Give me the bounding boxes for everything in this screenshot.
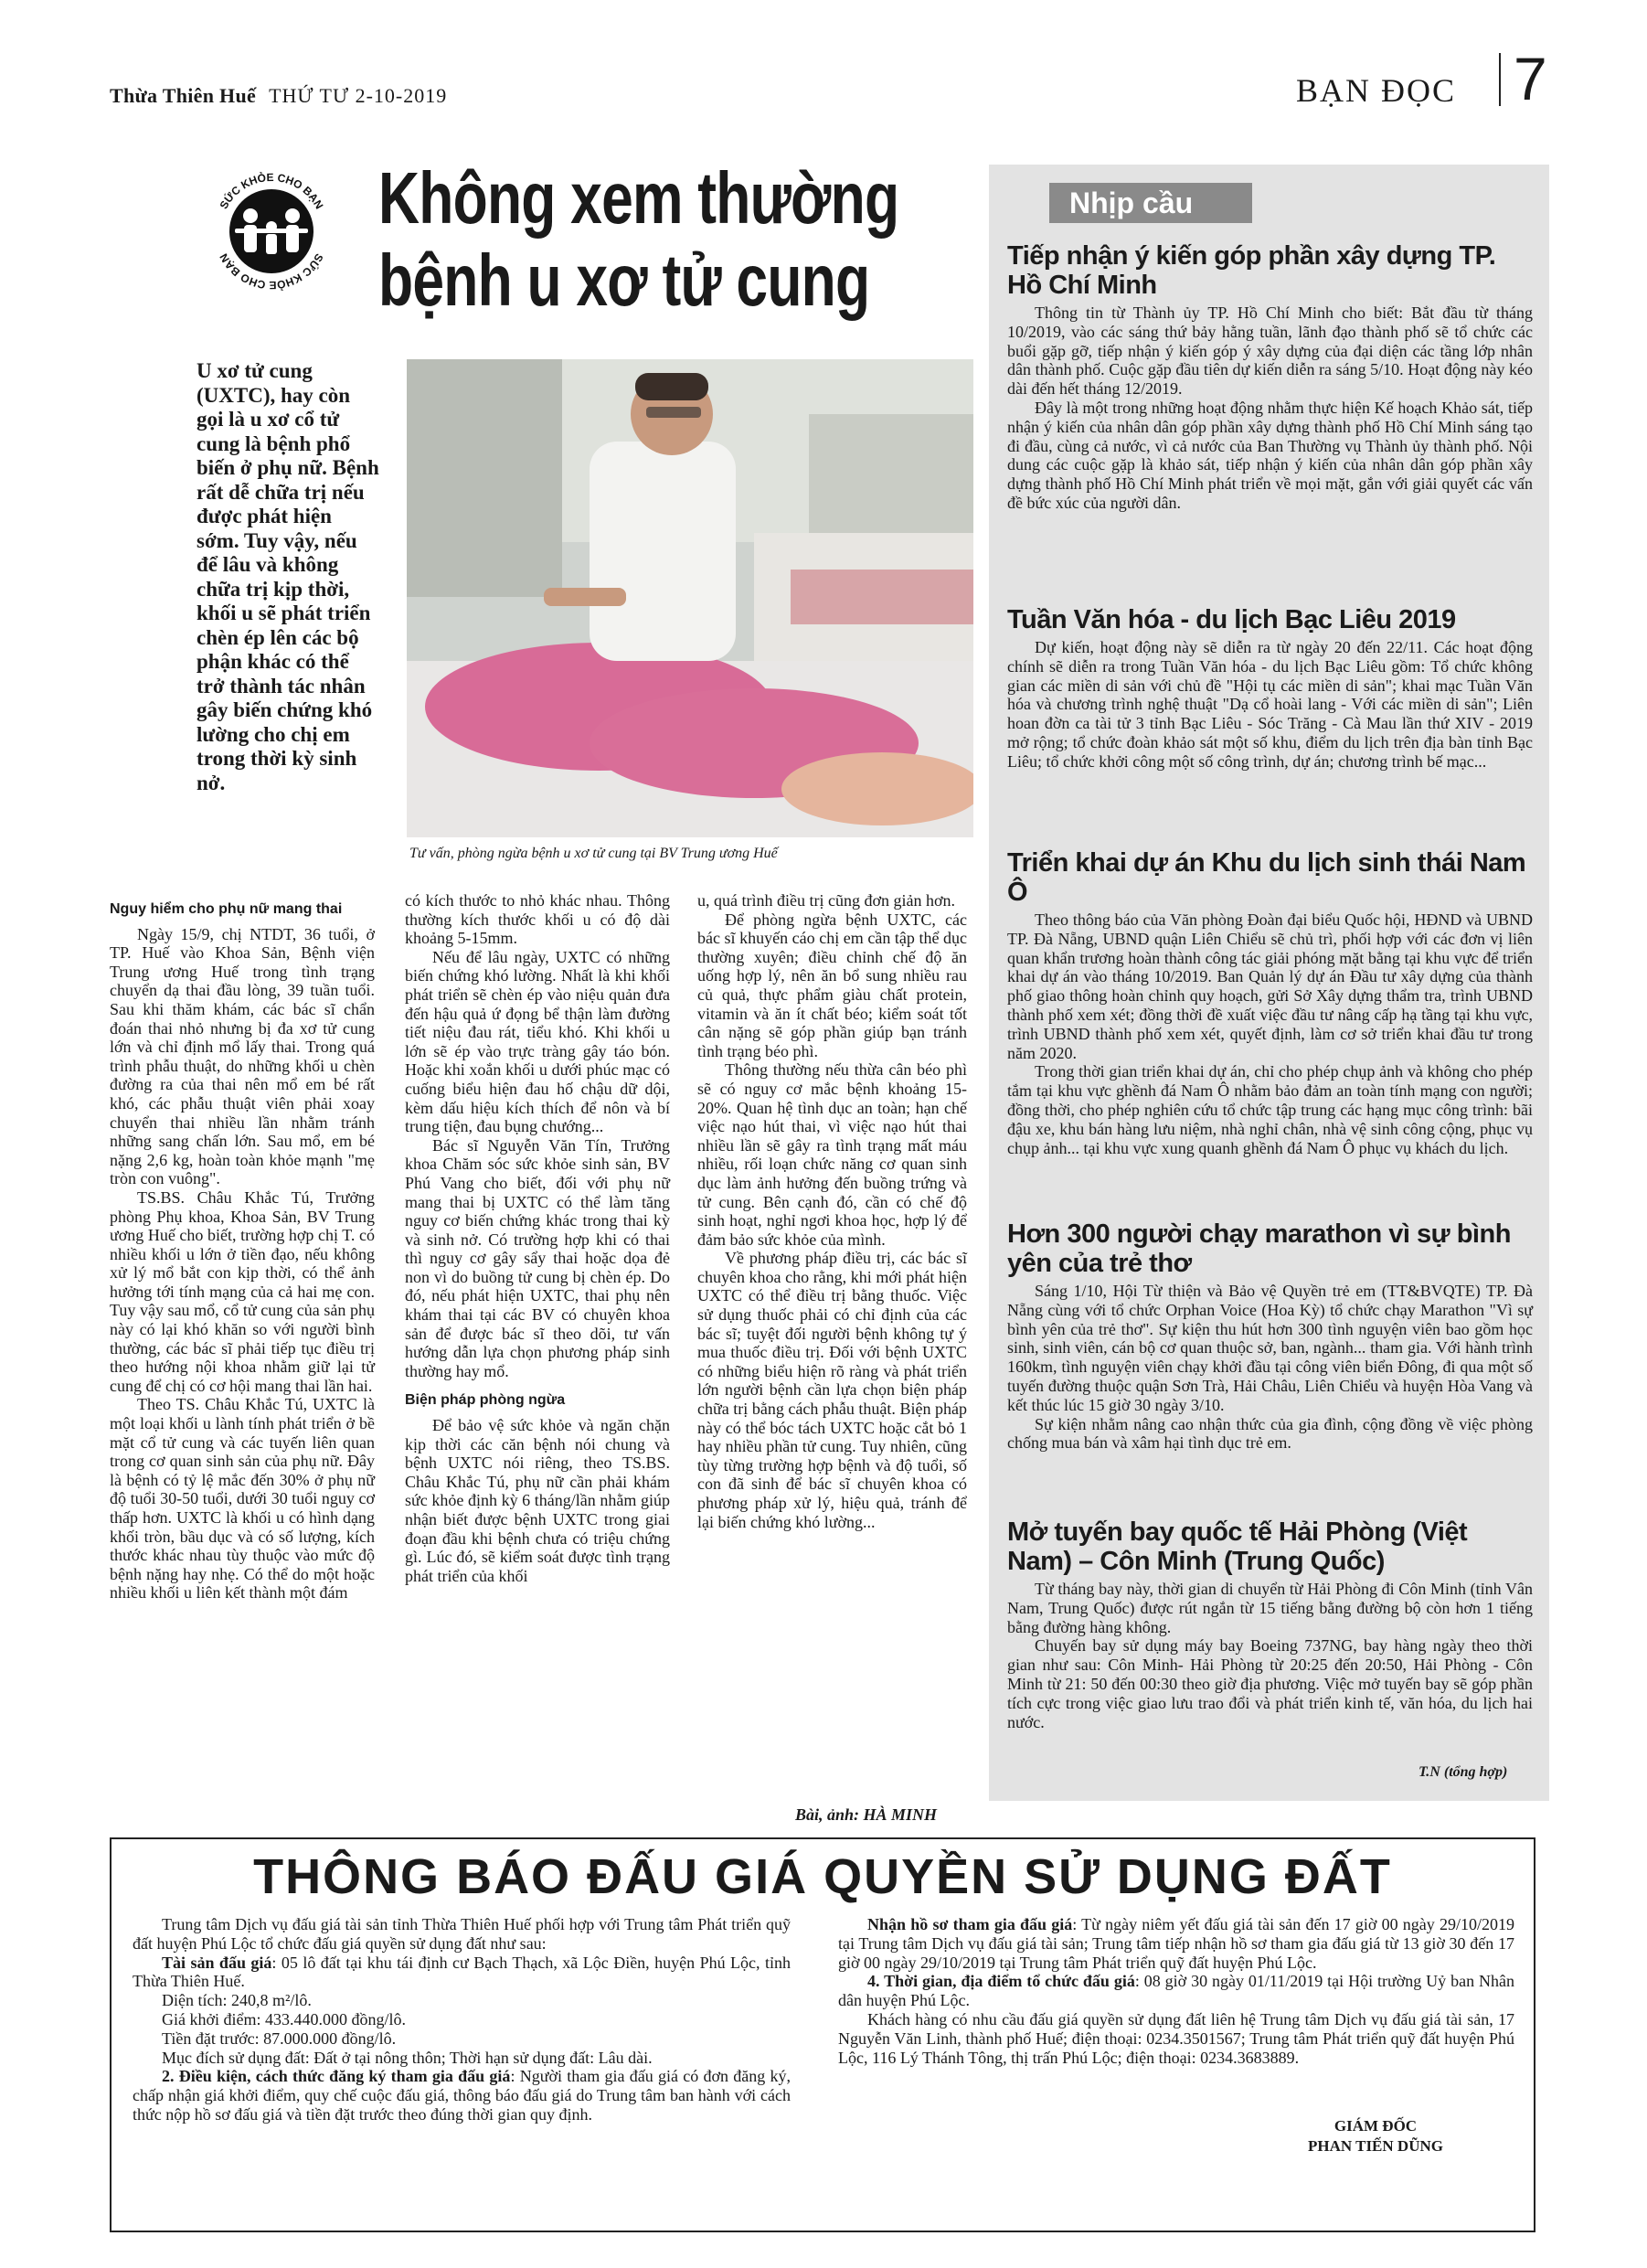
paragraph: Bác sĩ Nguyễn Văn Tín, Trưởng khoa Chăm sóc sức khỏe sinh sản, BV Phú Vang cho biết, đối với phụ nữ mang thai bị UXTC có thể làm tăng nguy cơ biến chứng khác trong thai kỳ và sinh nở. Có trường hợp khi có thai thì nguy cơ gây sẩy thai hoặc dọa đẻ non vì do buồng tử cung bị chèn ép. Do đó, nếu phát hiện UXTC, thai phụ nên khám thai tại các BV có chuyên khoa sản để được bác sĩ theo dõi, tư vấn hướng dẫn lựa chọn phương pháp sinh thường hay mổ.: [405, 1135, 670, 1380]
article-headline: [378, 157, 984, 322]
sidebar-item: [1007, 241, 1533, 513]
auction-column-2: [838, 1915, 1514, 2067]
paragraph: Để phòng ngừa bệnh UXTC, các bác sĩ khuyến cáo chị em cần tập thể dục thường xuyên; điều chỉnh chế độ ăn uống hợp lý, nên ăn bổ sung nhiều rau củ quả, thực phẩm giàu chất protein, vitamin và ăn ít chất béo; kiểm soát tốt cân nặng sẽ góp phần giúp bạn tránh tình trạng béo phì.: [697, 910, 967, 1060]
article-photo: [407, 359, 973, 837]
sidebar-signature-text: T.N (tổng hợp): [1419, 1764, 1508, 1780]
subheading: Nguy hiểm cho phụ nữ mang thai: [110, 901, 343, 917]
auction-item-3: [838, 1915, 1514, 1972]
auction-intro: Trung tâm Dịch vụ đấu giá tài sản tỉnh Thừa Thiên Huế phối hợp với Trung tâm Phát triển quỹ đất huyện Phú Lộc tổ chức đấu giá quyền sử dụng đất như sau:: [133, 1915, 791, 1953]
sidebar-item-title: Triển khai dự án Khu du lịch sinh thái Nam Ô: [1007, 848, 1526, 907]
section-name: BẠN ĐỌC: [1296, 72, 1457, 109]
auction-signature: [1252, 2116, 1499, 2156]
paragraph: Dự kiến, hoạt động này sẽ diễn ra từ ngày 20 đến 22/11. Các hoạt động chính sẽ diễn ra trong Tuần Văn hóa - du lịch Bạc Liêu gồm: Tổ chức không gian các miền di sản với chủ đề "Hội tụ các miền di sản"; khai mạc Tuần Văn hóa và chương trình nghệ thuật "Dạ cổ hoài lang - Với các miền di sản"; Liên hoan đờn ca tài tử 3 tỉnh Bạc Liêu - Sóc Trăng - Cà Mau lần thứ XIV - 2019 mở rộng; tổ chức đoàn khảo sát một số khu, điểm du lịch trên địa bàn tỉnh Bạc Liêu; tổ chức khởi công một số công trình, dự án; chương trình bế mạc...: [1007, 638, 1533, 771]
sidebar-item-title: Mở tuyến bay quốc tế Hải Phòng (Việt Nam) – Côn Minh (Trung Quốc): [1007, 1517, 1468, 1576]
sidebar-item: [1007, 1219, 1533, 1453]
sidebar-tab: Nhịp cầu: [1049, 183, 1252, 223]
sidebar-item: [1007, 848, 1533, 1157]
paragraph: Sáng 1/10, Hội Từ thiện và Bảo vệ Quyền trẻ em (TT&BVQTE) TP. Đà Nẵng cùng với tổ chức Orphan Voice (Hoa Kỳ) tổ chức chạy Marathon "Vì sự bình yên của trẻ thơ". Sự kiện thu hút hơn 300 tình nguyện viên bao gồm học sinh, sinh viên, cán bộ cơ quan thuộc sở, ban, ngành... tham gia. Với hành trình 160km, tình nguyện viên chạy khởi đầu tại công viên biển Đông, đi qua một số tuyến đường thuộc quận Sơn Trà, Hải Châu, Liên Chiểu và huyện Hòa Vang và kết thúc lúc 15 giờ 30 ngày 3/10.: [1007, 1282, 1533, 1414]
subheading: Biện pháp phòng ngừa: [405, 1392, 566, 1409]
page-number: 7: [1514, 45, 1547, 112]
photo-caption: Tư vấn, phòng ngừa bệnh u xơ tử cung tại BV Trung ương Huế: [409, 846, 778, 861]
auction-contact: Khách hàng có nhu cầu đấu giá quyền sử dụng đất liên hệ Trung tâm Dịch vụ đấu giá tài sản, 17 Nguyễn Văn Linh, thành phố Huế; điện thoại: 0234.3501567; Trung tâm Phát triển quỹ đất huyện Phú Lộc, 116 Lý Thánh Tông, thị trấn Phú Lộc; điện thoại: 0234.3683889.: [838, 2009, 1514, 2067]
paragraph: Ngày 15/9, chị NTDT, 36 tuổi, ở TP. Huế vào Khoa Sản, Bệnh viện Trung ương Huế trong tình trạng chuyển dạ thai đầu lòng, 39 tuần tuổi. Sau khi thăm khám, các bác sĩ chẩn đoán thai nhỏ nhưng bị đa xơ tử cung lớn và chỉ định mổ lấy thai. Trong quá trình phẫu thuật, do những khối u chèn đường ra của thai nên mổ em bé rất khó, các phẫu thuật viên phải xoay chuyển thai nhiều lần nhằm tránh những sang chấn lớn. Sau mổ, em bé nặng 2,6 kg, hoàn toàn khỏe mạnh "mẹ tròn con vuông".: [110, 924, 375, 1188]
doctor-consultation-photo: [407, 359, 973, 837]
article-byline: Bài, ảnh: HÀ MINH: [795, 1805, 938, 1824]
sidebar-item-title: Tiếp nhận ý kiến góp phần xây dựng TP. Hồ Chí Minh: [1007, 241, 1496, 300]
paragraph: TS.BS. Châu Khắc Tú, Trưởng phòng Phụ khoa, Khoa Sản, BV Trung ương Huế cho biết, trường hợp chị T. có nhiều khối u lớn ở tiền đạo, nếu không xử lý mổ bắt con kịp thời, có thể ảnh hưởng tới tính mạng của cả hai mẹ con. Tuy vậy sau mổ, cổ tử cung của sản phụ này có lại khó khăn so với người bình thường, các bác sĩ phải tiếp tục điều trị theo hướng nội khoa nhằm giữ lại tử cung để chị có cơ hội mang thai lần hai.: [110, 1187, 375, 1395]
publication-name: Thừa Thiên Huế: [110, 84, 257, 107]
auction-item-4-label: 4. Thời gian, địa điểm tổ chức đấu giá: [867, 1972, 1135, 1991]
masthead: [110, 84, 447, 108]
paragraph: Để bảo vệ sức khỏe và ngăn chặn kịp thời các căn bệnh nói chung và bệnh UXTC nói riêng, theo TS.BS. Châu Khắc Tú, phụ nữ cần phải khám sức khỏe định kỳ 6 tháng/lần nhằm giúp nhận biết được bệnh UXTC trong giai đoạn đầu khi bệnh chưa có triệu chứng gì. Lúc đó, sẽ kiểm soát được tình trạng phát triển của khối: [405, 1416, 670, 1585]
auction-item-1-text: : 05 lô đất tại khu tái định cư Bạch Thạch, xã Lộc Điền, huyện Phú Lộc, tỉnh Thừa Thiên Huế.: [133, 1953, 791, 1991]
auction-purpose: Mục đích sử dụng đất: Đất ở tại nông thôn; Thời hạn sử dụng đất: Lâu dài.: [162, 2048, 653, 2067]
article-column-3: [697, 891, 967, 1531]
auction-deposit: Tiền đặt trước: 87.000.000 đồng/lô.: [162, 2028, 397, 2048]
paragraph: Chuyến bay sử dụng máy bay Boeing 737NG, bay hàng ngày theo thời gian như sau: Côn Minh- Hải Phòng từ 20:25 đến 20:50, Hải Phòng - Côn Minh từ 21: 50 đến 00:30 theo giờ địa phương. Việc mở tuyến bay sẽ góp phần tích cực trong việc giao lưu trao đổi và phát triển kinh tế, văn hóa, du lịch hai nước.: [1007, 1636, 1533, 1731]
auction-item-4-text: : 08 giờ 30 ngày 01/11/2019 tại Hội trường Uỷ ban Nhân dân huyện Phú Lộc.: [838, 1972, 1514, 2010]
auction-item-4: [838, 1972, 1514, 2010]
paragraph: Trong thời gian triển khai dự án, chỉ cho phép chụp ảnh và không cho phép tắm tại khu vực ghềnh đá Nam Ô nhằm bảo đảm an toàn tính mạng con người; đồng thời, cho phép nghiên cứu tổ chức tập trung các hạng mục công trình: bãi đậu xe, khu bán hàng lưu niệm, nhà nghỉ chân, nhà vệ sinh công cộng, phục vụ chụp ảnh... tại khu vực xung quanh ghềnh đá Nam Ô phục vụ khách du lịch.: [1007, 1062, 1533, 1157]
auction-area: Diện tích: 240,8 m²/lô.: [162, 1991, 312, 2010]
paragraph: có kích thước to nhỏ khác nhau. Thông thường kích thước khối u có độ dài khoảng 5-15mm.: [405, 891, 670, 948]
headline-line-2: bệnh u xơ tử cung: [378, 240, 870, 321]
auction-item-3-text: : Từ ngày niêm yết đấu giá tài sản đến 17 giờ 00 ngày 29/10/2019 tại Trung tâm Dịch vụ đấu giá tài sản; Trung tâm tiếp nhận hồ sơ tham gia đấu giá từ 13 giờ 30 đến 17 giờ 00 ngày 29/10/2019 tại Trung tâm Phát triển quỹ đất huyện Phú Lộc.: [838, 1915, 1514, 1972]
auction-item-2-text: : Người tham gia đấu giá có đơn đăng ký, chấp nhận giá khởi điểm, quy chế cuộc đấu giá, thông báo đấu giá do Trung tâm ban hành với cách thức nộp hồ sơ đấu giá và tiền đặt trước theo đúng thời gian quy định.: [133, 2067, 791, 2124]
paragraph: Từ tháng bay này, thời gian di chuyển từ Hải Phòng đi Côn Minh (tỉnh Vân Nam, Trung Quốc) được rút ngắn từ 15 tiếng bằng đường bộ còn hơn 1 tiếng bằng đường hàng không.: [1007, 1580, 1533, 1636]
header-divider: [1499, 53, 1501, 106]
auction-item-1-label: Tài sản đấu giá: [162, 1953, 272, 1972]
logo-text-bottom: SỨC KHỎE CHO BẠN: [217, 251, 326, 293]
logo-text-top: SỨC KHỎE CHO BẠN: [217, 170, 326, 211]
auction-title: THÔNG BÁO ĐẤU GIÁ QUYỀN SỬ DỤNG ĐẤT: [253, 1849, 1392, 1904]
auction-item-1: [133, 1954, 791, 1992]
signature-name: PHAN TIẾN DŨNG: [1308, 2137, 1443, 2155]
headline-line-1: Không xem thường: [378, 157, 899, 239]
sidebar-item-title: Hơn 300 người chạy marathon vì sự bình yên của trẻ thơ: [1007, 1219, 1511, 1278]
auction-item-3-label: Nhận hồ sơ tham gia đấu giá: [867, 1915, 1073, 1933]
paragraph: Nếu để lâu ngày, UXTC có những biến chứng khó lường. Nhất là khi khối phát triển sẽ chèn ép vào niệu quản đưa đến hậu quả ứ đọng bể thận làm đường tiết niệu đau rát, tiểu khó. Khi khối u lớn sẽ ép vào trực tràng gây táo bón. Hoặc khi xoắn khối u dưới phúc mạc có cuống biểu hiện đau hố chậu dữ dội, kèm dấu hiệu kích thích để nôn và bí trung tiện, đau bụng chướng...: [405, 947, 670, 1136]
sidebar-item: [1007, 605, 1533, 772]
paragraph: u, quá trình điều trị cũng đơn giản hơn.: [697, 891, 955, 910]
auction-item-2: [133, 2067, 791, 2124]
sidebar-signature: [1419, 1764, 1507, 1781]
issue-date: THỨ TƯ 2-10-2019: [269, 84, 448, 107]
paragraph: Về phương pháp điều trị, các bác sĩ chuyên khoa cho rằng, khi mới phát hiện UXTC có thể điều trị bằng thuốc. Việc sử dụng thuốc phải có chỉ định của các bác sĩ; tuyệt đối người bệnh không tự ý mua thuốc điều trị. Đối với bệnh UXTC có những biểu hiện rõ ràng và phát triển lớn người bệnh cần lựa chọn biện pháp chữa trị bằng cách phẫu thuật. Biện pháp này có thể bóc tách UXTC hoặc cắt bỏ 1 hay nhiều phần tử cung. Tuy nhiên, cũng tùy từng trường hợp bệnh và độ tuổi, số con đã sinh để bác sĩ chuyên khoa có phương pháp xử lý, hiệu quả, tránh để lại biến chứng khó lường...: [697, 1249, 967, 1531]
paragraph: Đây là một trong những hoạt động nhằm thực hiện Kế hoạch Khảo sát, tiếp nhận ý kiến của nhân dân góp phần xây dựng thành phố Hồ Chí Minh sáng tạo đi đầu, cùng cả nước, vì cả nước của Ban Thường vụ Thành ủy thành phố. Nội dung các cuộc gặp là khảo sát, tiếp nhận ý kiến của nhân dân góp phần xây dựng thành phố Hồ Chí Minh phát triển về mọi mặt, gắn với giải quyết các vấn đề bức xúc của người dân.: [1007, 398, 1533, 512]
paragraph: Sự kiện nhằm nâng cao nhận thức của gia đình, cộng đồng về việc phòng chống mua bán và xâm hại tình dục trẻ em.: [1007, 1414, 1533, 1453]
paragraph: Theo thông báo của Văn phòng Đoàn đại biểu Quốc hội, HĐND và UBND TP. Đà Nẵng, UBND quận Liên Chiểu sẽ chủ trì, phối hợp với các đơn vị liên quan khẩn trương hoàn thành công tác giải phóng mặt bằng tại khu vực để triển khai dự án vào tháng 10/2019. Ban Quản lý dự án Đầu tư xây dựng của thành phố giao thông hoàn chỉnh quy hoạch, gửi Sở Xây dựng thẩm tra, trình UBND thành phố xem xét; đồng thời đề xuất việc đầu tư nâng cấp hạ tầng tại khu vực, trình UBND thành phố xem xét, quyết định, làm cơ sở triển khai đầu tư trong năm 2020.: [1007, 910, 1533, 1062]
auction-item-2-label: 2. Điều kiện, cách thức đăng ký tham gia đấu giá: [162, 2067, 511, 2086]
health-logo: [203, 163, 340, 300]
paragraph: Theo TS. Châu Khắc Tú, UXTC là một loại khối u lành tính phát triển ở bề mặt cổ tử cung và các tuyến liên quan trong cơ quan sinh sản của phụ nữ. Đây là bệnh có tỷ lệ mắc đến 30% ở phụ nữ độ tuổi 30-50 tuổi, dưới 30 tuổi nguy cơ thấp hơn. UXTC là khối u có hình dạng khối tròn, bầu dục và có số lượng, kích thước khác nhau tùy thuộc vào mức độ bệnh nặng hay nhẹ. Có thể do một hoặc nhiều khối u liên kết thành một đám: [110, 1395, 375, 1603]
paragraph: Thông thường nếu thừa cân béo phì sẽ có nguy cơ mắc bệnh khoảng 15-20%. Quan hệ tình dục an toàn; hạn chế việc nạo hút thai, vì việc nạo hút thai nhiều lần sẽ gây ra tình trạng mất máu nhiều, rối loạn chức năng cơ quan sinh dục làm ảnh hưởng đến buồng trứng và tử cung. Bên cạnh đó, cần có chế độ sinh hoạt, nghỉ ngơi khoa học, hợp lý để đảm bảo sức khỏe của mình.: [697, 1060, 967, 1249]
sidebar-item: [1007, 1517, 1533, 1731]
family-circle-icon: [203, 163, 340, 300]
auction-column-1: [133, 1915, 791, 2124]
auction-start-price: Giá khởi điểm: 433.440.000 đồng/lô.: [162, 2009, 407, 2028]
signature-title: GIÁM ĐỐC: [1334, 2117, 1418, 2135]
article-column-2: [405, 891, 670, 1585]
article-lead: U xơ tử cung (UXTC), hay còn gọi là u xơ cổ tử cung là bệnh phổ biến ở phụ nữ. Bệnh rất dễ chữa trị nếu được phát hiện sớm. Tuy vậy, nếu để lâu và không chữa trị kịp thời, khối u sẽ phát triển chèn ép lên các bộ phận khác có thể trở thành tác nhân gây biến chứng khó lường cho chị em trong thời kỳ sinh nở.: [197, 359, 379, 794]
article-column-1: [110, 899, 375, 1603]
sidebar-item-title: Tuần Văn hóa - du lịch Bạc Liêu 2019: [1007, 605, 1456, 634]
paragraph: Thông tin từ Thành ủy TP. Hồ Chí Minh cho biết: Bắt đầu từ tháng 10/2019, vào các sáng thứ bảy hằng tuần, lãnh đạo thành phố sẽ tổ chức các buổi gặp gỡ, tiếp nhận ý kiến góp ý xây dựng của đại diện các tầng lớp nhân dân thành phố. Cuộc gặp đầu tiên dự kiến diễn ra sáng 5/10. Hoạt động này kéo dài đến hết tháng 12/2019.: [1007, 303, 1533, 399]
